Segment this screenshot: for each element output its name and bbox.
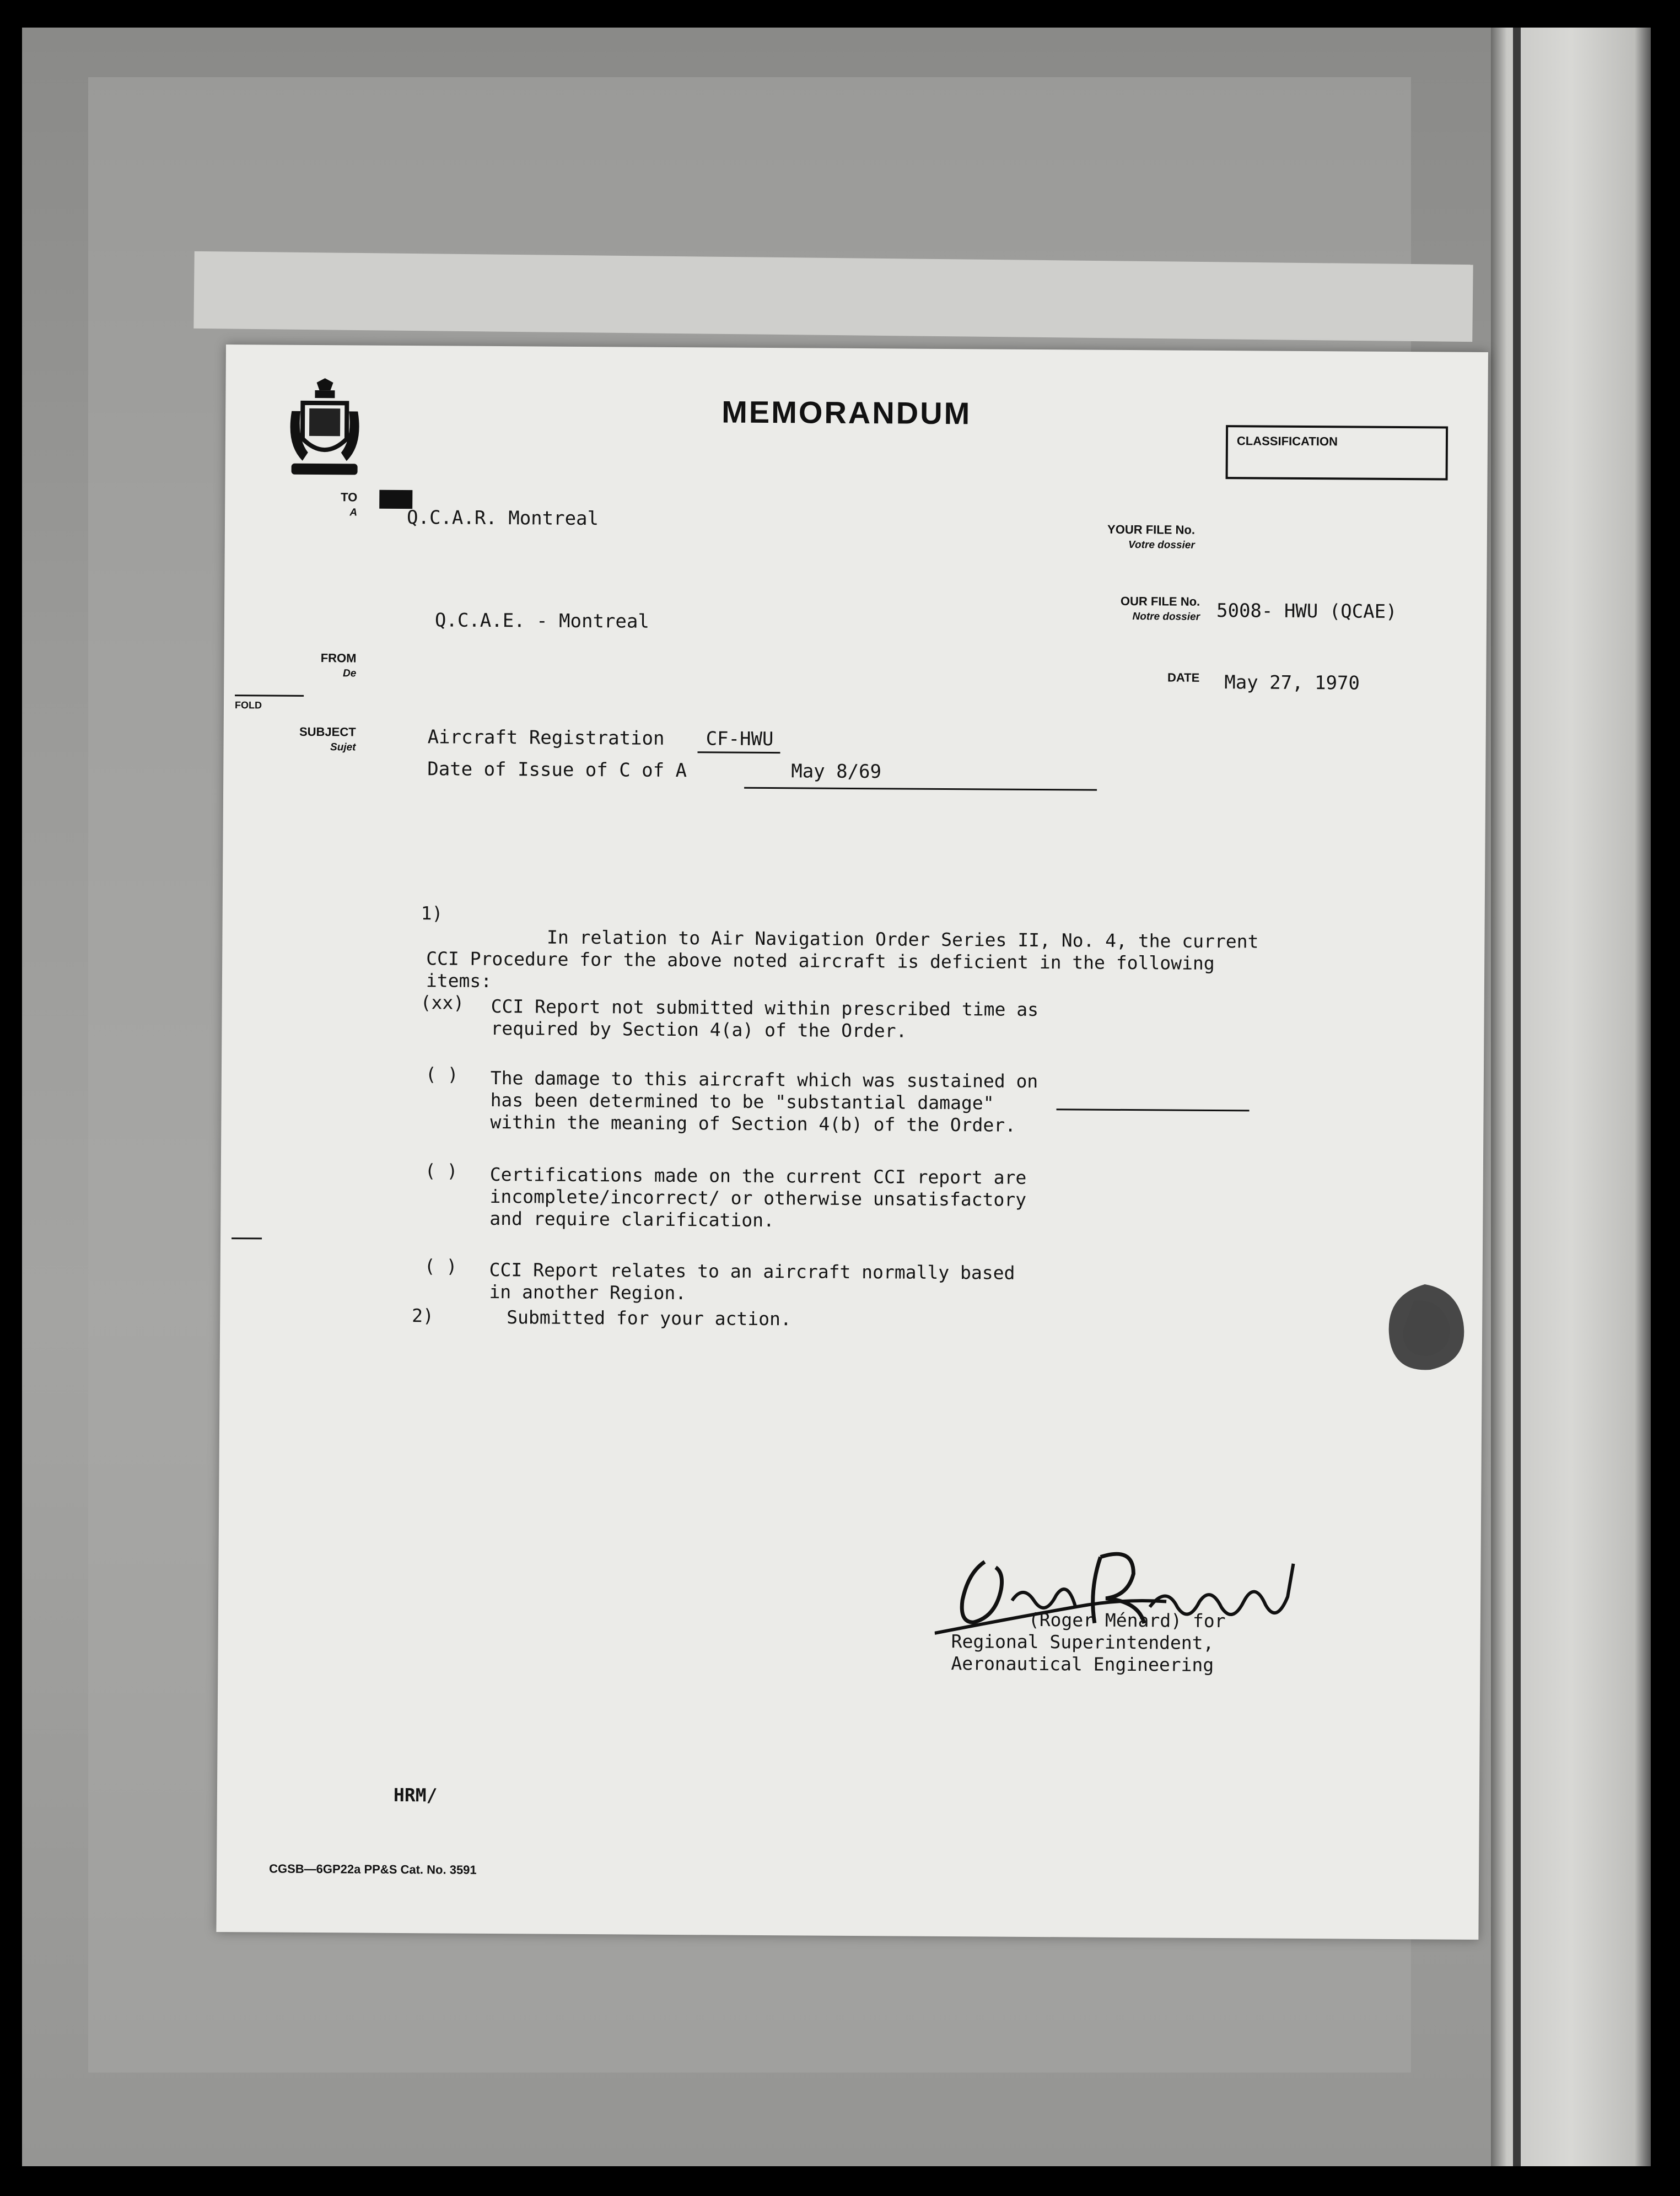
fold-mark-line — [235, 695, 304, 697]
from-label-en: FROM — [320, 651, 357, 665]
item-4-text: CCI Report relates to an aircraft normally based in another Region. — [489, 1258, 1015, 1304]
item-4-mark: ( ) — [424, 1255, 457, 1277]
para1-number: 1) — [421, 902, 443, 924]
para2-number: 2) — [412, 1305, 434, 1327]
para1-body: In relation to Air Navigation Order Series II, No. 4, the current CCI Procedure for the above noted aircraft is deficient in the following items: — [426, 925, 1259, 992]
classification-box[interactable] — [1226, 425, 1449, 480]
to-value: Q.C.A.R. Montreal — [406, 507, 599, 530]
our-file-label-fr: Notre dossier — [1132, 611, 1200, 623]
from-value: Q.C.A.E. - Montreal — [434, 609, 650, 633]
our-file-value: 5008- HWU (QCAE) — [1216, 599, 1397, 623]
classification-label: CLASSIFICATION — [1236, 434, 1338, 449]
subject-label-en: SUBJECT — [299, 724, 356, 739]
item-1-text: CCI Report not submitted within prescribed time as required by Section 4(a) of the Order. — [491, 995, 1039, 1042]
subject-label-fr: Sujet — [330, 741, 356, 753]
registration-underline — [697, 751, 780, 753]
signatory-name: (Roger Ménard) for — [1028, 1608, 1226, 1632]
typist-initials: HRM/ — [393, 1784, 438, 1806]
from-label-fr: De — [342, 668, 357, 680]
damage-date-blank-line — [1057, 1108, 1250, 1111]
to-label-fr: A — [349, 507, 358, 519]
subject-registration-value: CF-HWU — [706, 728, 774, 751]
subject-issue-date-label: Date of Issue of C of A — [427, 758, 687, 782]
para2-text: Submitted for your action. — [507, 1306, 791, 1330]
to-label-en: TO — [341, 490, 358, 504]
subject-registration-label: Aircraft Registration — [427, 726, 665, 750]
item-2-text: The damage to this aircraft which was sustained on has been determined to be "substantial damage" within the meaning of Section 4(b) of the Order. — [490, 1067, 1038, 1136]
form-code: CGSB—6GP22a PP&S Cat. No. 3591 — [269, 1861, 477, 1877]
our-file-label-en: OUR FILE No. — [1120, 594, 1200, 609]
item-2-mark: ( ) — [425, 1063, 459, 1085]
coat-of-arms-icon — [286, 378, 363, 483]
memorandum-sheet — [216, 345, 1488, 1940]
item-1-mark: (xx) — [420, 992, 465, 1014]
item-3-text: Certifications made on the current CCI report are incomplete/incorrect/ or otherwise unsatisfactory and require clarification. — [489, 1163, 1027, 1231]
memo-title: MEMORANDUM — [721, 394, 972, 431]
date-label: DATE — [1167, 670, 1200, 685]
item-3-mark: ( ) — [424, 1160, 458, 1182]
your-file-label-fr: Votre dossier — [1128, 539, 1195, 551]
redaction-mark — [379, 490, 412, 509]
ink-stain — [1381, 1279, 1474, 1378]
fold-label: FOLD — [234, 699, 262, 711]
folded-paper-edge — [193, 251, 1473, 342]
signatory-title-line1: Regional Superintendent, — [951, 1630, 1214, 1654]
your-file-label — [1085, 522, 1195, 553]
issue-date-underline — [744, 787, 1097, 791]
date-value: May 27, 1970 — [1224, 671, 1360, 695]
our-file-label — [1084, 594, 1200, 625]
subject-label — [295, 724, 356, 756]
film-edge-line — [1513, 28, 1521, 2166]
from-label — [306, 650, 356, 682]
subject-issue-date-value: May 8/69 — [791, 760, 882, 783]
margin-tick — [231, 1237, 262, 1239]
to-label — [308, 489, 357, 521]
signatory-title-line2: Aeronautical Engineering — [951, 1653, 1214, 1676]
your-file-label-en: YOUR FILE No. — [1107, 522, 1196, 537]
